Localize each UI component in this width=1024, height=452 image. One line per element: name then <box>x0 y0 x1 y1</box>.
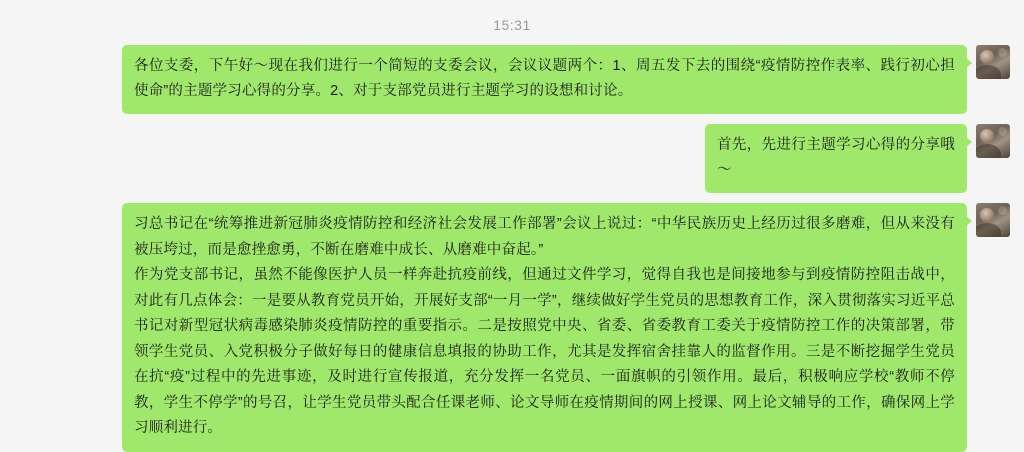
avatar-highlight-icon <box>998 48 1007 57</box>
message-paragraph: 作为党支部书记，虽然不能像医护人员一样奔赴抗疫前线，但通过文件学习，觉得自我也是间接地参与到疫情防控阻击战中，对此有几点体会：一是要从教育党员开始，开展好支部“一月一学”，继续做好学生党员的思想教育工作，深入贯彻落实习近平总书记对新型冠状病毒感染肺炎疫情防控的重要指示。二是按照党中央、省委、省委教育工委关于疫情防控工作的决策部署，带领学生党员、入党积极分子做好每日的健康信息填报的协助工作，尤其是发挥宿舍挂靠人的监督作用。三是不断挖掘学生党员在抗“疫”过程中的先进事迹，及时进行宣传报道，充分发挥一名党员、一面旗帜的引领作用。最后，积极响应学校“教师不停教，学生不停学”的号召，让学生党员带头配合任课老师、论文导师在疫情期间的网上授课、网上论文辅导的工作，确保网上学习顺利进行。 <box>134 267 955 436</box>
sender-avatar[interactable] <box>976 124 1010 158</box>
message-bubble-wrap-2 <box>705 124 1010 193</box>
avatar-highlight-icon <box>998 127 1007 136</box>
bubble-tail-icon <box>966 137 972 147</box>
message-row-2 <box>0 124 1024 193</box>
sender-avatar[interactable] <box>976 203 1010 237</box>
sender-avatar[interactable] <box>976 45 1010 79</box>
message-bubble-wrap-3 <box>122 203 1010 452</box>
bubble-tail-icon <box>966 58 972 68</box>
message-bubble-1[interactable] <box>122 45 967 114</box>
message-timestamp-row <box>0 0 1024 45</box>
bubble-tail-icon <box>966 216 972 226</box>
message-bubble-wrap-1 <box>122 45 1010 114</box>
message-row-3 <box>0 203 1024 452</box>
message-bubble-2[interactable] <box>705 124 967 193</box>
message-timestamp: 15:31 <box>493 17 531 33</box>
message-row-1 <box>0 45 1024 114</box>
message-paragraph: 习总书记在“统筹推进新冠肺炎疫情防控和经济社会发展工作部署”会议上说过：“中华民族历史上经历过很多磨难，但从来没有被压垮过，而是愈挫愈勇，不断在磨难中成长、从磨难中奋起。” <box>134 216 955 258</box>
message-paragraph: 各位支委，下午好～现在我们进行一个简短的支委会议，会议议题两个：1、周五发下去的围绕“疫情防控作表率、践行初心担使命”的主题学习心得的分享。2、对于支部党员进行主题学习的设想和讨论。 <box>134 58 955 99</box>
message-bubble-3[interactable] <box>122 203 967 452</box>
message-paragraph: 首先，先进行主题学习心得的分享哦～ <box>717 137 955 178</box>
avatar-highlight-icon <box>998 206 1007 215</box>
